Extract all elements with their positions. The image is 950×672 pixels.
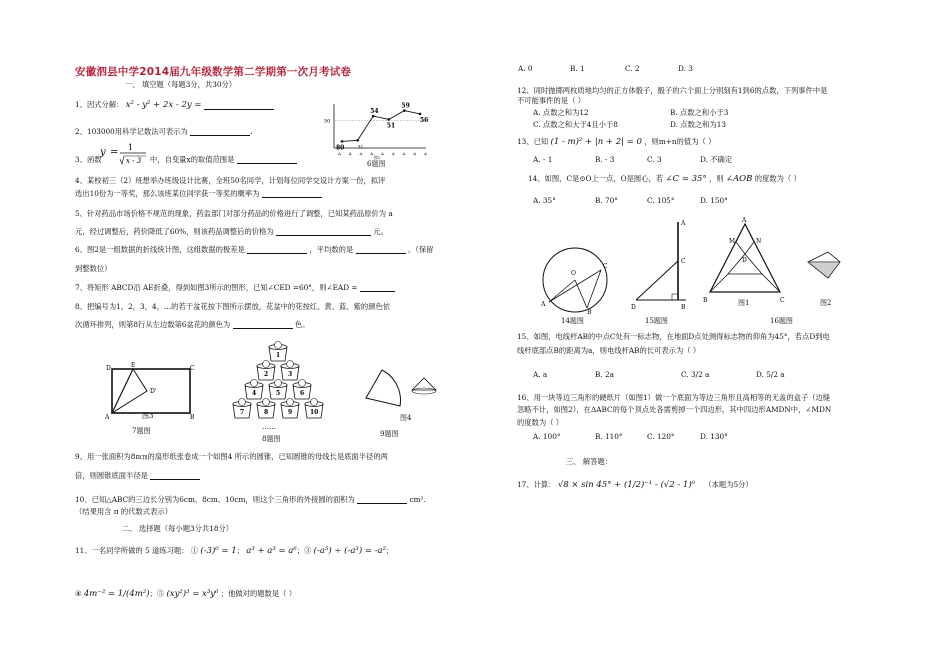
svg-text:1: 1 (128, 143, 134, 152)
label-D-prime: D' (150, 388, 157, 395)
figure-4-caption: 图4 (400, 414, 412, 422)
q12-choice-a[interactable]: A. 点数之和为12 (533, 108, 589, 117)
label-E: E (131, 362, 136, 369)
x-tick-label: A (424, 151, 427, 156)
q3-function (100, 142, 150, 171)
figure-15-pole (628, 216, 688, 312)
pot-number: 9 (288, 409, 293, 416)
answer-blank (237, 155, 297, 164)
radius-oa (549, 280, 575, 302)
q16-line1: 16、用一块等边三角形的硬纸片（如图1）做一个底面为等边三角形且高相等的无盖的盒子（边缝 (517, 393, 831, 402)
data-label: 80 (336, 144, 345, 152)
flower-pot (269, 380, 287, 400)
q14-text-b: ，则 (708, 174, 724, 183)
x-tick-label: A (413, 151, 417, 156)
box-base (808, 262, 840, 278)
figure-4-sector-cone (360, 362, 440, 417)
figure-8-flower-pots (228, 340, 328, 422)
q12-line2: 不可能事件的是（ ） (517, 96, 585, 105)
figure-14-circle (535, 242, 615, 314)
q15-option-b[interactable]: B. 2a (595, 370, 614, 379)
pot-number: 4 (252, 390, 257, 397)
svg-text:=: = (110, 147, 119, 158)
q9-text: 倍，则圆锥底面半径是 (75, 471, 148, 480)
question-4 (75, 189, 322, 198)
q11-end: ；他做对的题数是（ ） (220, 589, 297, 598)
q5-line1: 5、针对药品市场价格不规范的现象，药监部门对部分药品的价格进行了调整，已知某药品原价为 a (75, 209, 393, 218)
flower-pot (281, 399, 299, 419)
flower-pot (305, 399, 323, 419)
q13-label: 13、已知 (517, 137, 549, 146)
q16-option-c[interactable]: C. 120° (647, 432, 675, 441)
question-9 (75, 471, 200, 480)
q14-angle-c: ∠C = 35° (665, 174, 707, 184)
figure-14-caption: 14题图 (561, 317, 584, 325)
q3-text: 中，自变量x的取值范围是 (150, 155, 235, 164)
pot-number: 3 (288, 371, 293, 378)
q1-label: 1、因式分解： (75, 100, 124, 109)
q16-option-a[interactable]: A. 100° (533, 432, 561, 441)
label-D: D (742, 257, 747, 264)
pot-number: 8 (264, 409, 269, 416)
question-8 (75, 320, 309, 329)
q13-option-c[interactable]: C. 3 (647, 155, 662, 164)
question-1 (75, 100, 274, 110)
pot-number: 2 (264, 371, 269, 378)
label-D: D (631, 304, 636, 311)
question-14 (528, 174, 801, 184)
label-B: B (190, 414, 195, 421)
question-11-cont: ④ 4m⁻² = 1/(4m²)；⑤ (xy²)³ = x³y⁶ ；他做对的题数是（ ） (75, 589, 297, 599)
label-O: O (571, 270, 576, 277)
y-tick-label: 50 (324, 118, 331, 125)
answer-blank (357, 495, 407, 504)
chord-cb (587, 270, 601, 308)
svg-text:x - 3: x - 3 (126, 157, 142, 165)
q16-line3: 的度数为（ ） (517, 418, 564, 427)
data-label: 31 (357, 145, 364, 151)
pot-number: 5 (276, 390, 281, 397)
flower-pot (269, 342, 287, 362)
question-10 (75, 495, 426, 504)
q5-unit: 元。 (373, 227, 388, 236)
q12-choice-b[interactable]: B. 点数之和小于3 (670, 108, 729, 117)
label-A: A (681, 220, 686, 227)
figure-6-caption: 6题图 (367, 160, 386, 168)
answer-blank (356, 245, 406, 254)
q4-line1: 4、某校初三（2）班想举办班级设计比赛，全班50名同学，计划每位同学交设计方案一份，拟评 (75, 176, 386, 185)
flower-pot (233, 399, 251, 419)
figure-8-caption: 8题图 (262, 435, 281, 443)
q11-expr-5: (xy²)³ = x³y⁶ (166, 589, 219, 599)
q15-option-c[interactable]: C. 3/2 a (681, 370, 710, 379)
figure-9-caption: 9题图 (380, 430, 399, 438)
q14-text-c: 的度数为（ ） (754, 174, 801, 183)
label-C: C (681, 258, 686, 265)
flower-pot (281, 361, 299, 381)
label-B: B (681, 304, 686, 311)
chart-caption: 图2 (374, 155, 381, 160)
pot-number: 7 (240, 409, 245, 416)
q8-text: 次循环排列，则第8行从左边数第6盆花的颜色为 (75, 320, 231, 329)
q10-text: 10、已知△ABC的三边长分别为6cm、8cm、10cm，则这个三角形的外接圆的面积为 (75, 495, 355, 504)
q6-line2: 到整数位） (75, 264, 112, 273)
q8-end: 色。 (294, 320, 310, 329)
q5-text: 元，经过调整后，药价降低了60%，则该药品调整后的价格为 (75, 227, 274, 236)
q14-angle-aob: ∠AOB (725, 174, 753, 184)
q11-option-d[interactable]: D. 3 (678, 64, 693, 73)
svg-text:y: y (100, 147, 106, 158)
q13-option-d[interactable]: D. 不确定 (700, 155, 733, 164)
q15-option-a[interactable]: A. a (533, 370, 548, 379)
radius-ob (575, 280, 587, 308)
exam-title: 安徽泗县中学2014届九年级数学第二学期第一次月考试卷 (75, 66, 352, 78)
question-6 (75, 245, 433, 254)
data-point (403, 109, 406, 112)
cone-base (412, 388, 436, 394)
label-N: N (756, 238, 762, 245)
figure-16-2-caption: 图2 (820, 299, 832, 307)
folded-triangle (112, 369, 147, 413)
data-point (341, 140, 344, 143)
x-tick-label: A (381, 151, 384, 156)
q13-expression: (1 - m)² + |n + 2| = 0 (550, 137, 642, 147)
data-label: 56 (420, 116, 429, 124)
q11-text: 11、一名同学所做的 5 道练习题： ① (75, 546, 199, 555)
q12-choice-d[interactable]: D. 点数之和为13 (670, 120, 726, 129)
q17-expression: √8 × sin 45° + (1/2)⁻¹ - (√2 - 1)⁰ (557, 480, 696, 490)
q14-option-a[interactable]: A. 35° (533, 196, 556, 205)
answer-blank (360, 283, 395, 292)
q11-option-b[interactable]: B. 1 (570, 64, 585, 73)
answer-blank (233, 320, 293, 329)
q15-line2: 线杆底部点B的距离为a，则电线杆AB的长可表示为（ ） (517, 346, 701, 355)
label-C: C (603, 263, 608, 270)
answer-blank (247, 245, 307, 254)
label-A: A (105, 414, 110, 421)
q12-choice-c[interactable]: C. 点数之和大于4且小于8 (533, 120, 618, 129)
data-point (419, 113, 422, 116)
q14-text-a: 14、如图，C是⊙O上一点，O是圆心，若 (528, 174, 664, 183)
label-B: B (587, 309, 592, 314)
figure-7-caption: 7题图 (132, 427, 151, 435)
q11-option-a[interactable]: A. 0 (518, 64, 533, 73)
section-1-heading: 一、 填空题（每题3分，共30分） (125, 80, 237, 89)
q12-line1: 12、同时抛掷两枚质地均匀的正方体骰子，骰子的六个面上分别刻有1到6的点数，下列事件中是 (517, 86, 828, 95)
figure-16-caption: 16题图 (770, 317, 793, 325)
q15-line1: 15、如图，电线杆AB的中点C处有一标志物，在地面D点处测得标志物的仰角为45°，若点D到电 (517, 332, 830, 341)
q14-option-d[interactable]: D. 150° (700, 196, 728, 205)
figure-3-caption: 图3 (142, 412, 154, 420)
question-7 (75, 283, 395, 292)
q11-expr-1: (-3)⁰ = 1 (200, 546, 237, 556)
figure-16-1-caption: 图1 (738, 299, 750, 307)
q6-mid: ，平均数的是 (309, 245, 354, 254)
answer-blank (276, 227, 371, 236)
x-tick-label: A (402, 151, 406, 156)
pot-number: 6 (300, 390, 305, 397)
question-5 (75, 227, 388, 236)
flower-pot (257, 399, 275, 419)
flower-pot (245, 380, 263, 400)
q11-expr-4: 4m⁻² = 1/(4m²) (83, 589, 150, 599)
label-M: M (729, 238, 736, 245)
q11-expr-2: a³ + a³ = a⁶ (246, 546, 297, 556)
q7-text: 7、将矩形 ABCD沿 AE折叠，得到如图3所示的图形，已知∠CED =60°，则∠EAD = (75, 283, 358, 292)
question-2: 2、103000用科学记数法可表示为 . (75, 127, 253, 136)
q3-label: 3、函数 (75, 155, 102, 164)
right-angle-mark (672, 294, 678, 300)
question-11: 11、一名同学所做的 5 道练习题： ① (-3)⁰ = 1； a³ + a³ = a⁶；③ (-a⁵) ÷ (-a³) = -a²； (75, 546, 394, 556)
label-C: C (780, 297, 785, 304)
q14-option-c[interactable]: C. 105° (647, 196, 675, 205)
figure-15-caption: 15题图 (645, 317, 668, 325)
q16-option-d[interactable]: D. 130° (700, 432, 728, 441)
q14-option-b[interactable]: B. 70° (595, 196, 618, 205)
x-tick-label: A (391, 151, 395, 156)
answer-blank (150, 471, 200, 480)
section-2-heading: 二、 选择题（每小题3分共18分） (122, 524, 234, 533)
q8-line1: 8、把编号为1，2，3，4，…的若干盆花按下图所示摆放，花盆中的花按红、黄、蓝、紫的颜色依 (75, 302, 391, 311)
q4-text: 选出10份为一等奖，那么该班某位同学获一等奖的概率为 (75, 189, 260, 198)
data-label: 51 (386, 122, 396, 130)
question-3 (150, 155, 297, 164)
q16-line2: 忽略不计，如图2），在ΔABC的每个顶点处各需剪掉一个四边形，其中四边形AMDN中，∠MDN (517, 405, 832, 414)
label-D: D (106, 365, 111, 372)
q10-line2: （结果用含 π 的代数式表示） (75, 507, 172, 516)
figure-8-dots: …… (262, 423, 276, 431)
data-point (388, 118, 391, 121)
q11-expr-3: (-a⁵) ÷ (-a³) = -a² (313, 546, 387, 556)
answer-blank (262, 189, 322, 198)
label-C: C (190, 365, 195, 372)
pot-number: 1 (276, 352, 281, 359)
q17-label: 17、计算： (517, 480, 556, 489)
q2-text: 2、103000用科学记数法可表示为 (75, 127, 188, 136)
x-tick-label: A (348, 151, 352, 156)
answer-blank (204, 101, 274, 110)
q13-option-a[interactable]: A. - 1 (533, 155, 553, 164)
quad-amdn (736, 224, 754, 254)
x-tick-label: A (370, 151, 374, 156)
answer-blank (190, 127, 250, 136)
label-B: B (703, 297, 708, 304)
x-tick-label: A (359, 151, 363, 156)
cut-line-c (762, 274, 780, 292)
data-point (356, 139, 359, 142)
label-A: A (742, 217, 747, 224)
q16-option-b[interactable]: B. 110° (595, 432, 623, 441)
cut-line-b (710, 274, 728, 292)
data-label: 54 (370, 108, 379, 116)
q6-end: 。（保留 (407, 245, 434, 254)
q17-note: （本题为5分） (704, 480, 753, 489)
series-line (342, 111, 420, 142)
q13-option-b[interactable]: B. - 3 (595, 155, 615, 164)
section-3-heading: 三、 解答题： (566, 457, 613, 466)
q9-line1: 9、用一张面积为8π㎝的扇形纸张卷成一个如图4 所示的圆锥，已知圆锥的母线长是底面半径的两 (75, 452, 388, 461)
line-chart-fig6 (322, 100, 432, 160)
label-A: A (541, 301, 546, 308)
q15-option-d[interactable]: D. 5/2 a (756, 370, 785, 379)
pot-number: 10 (310, 409, 319, 416)
data-point (372, 115, 375, 118)
flower-pot (293, 380, 311, 400)
sector-shape (366, 370, 400, 406)
q1-expression: x² - y² + 2x - 2y = (125, 100, 202, 110)
q11-option-c[interactable]: C. 2 (625, 64, 640, 73)
q6-text: 6、图2是一组数据的折线统计图，这组数据的极差是 (75, 245, 245, 254)
question-13 (517, 137, 715, 147)
q3-formula (100, 142, 150, 168)
q10-unit: cm². (409, 495, 426, 504)
x-tick-label: A (338, 151, 341, 156)
q13-text: ，则m+n的值为（ ） (644, 137, 716, 146)
data-label: 59 (401, 102, 410, 110)
flower-pot (257, 361, 275, 381)
question-17 (517, 480, 753, 490)
